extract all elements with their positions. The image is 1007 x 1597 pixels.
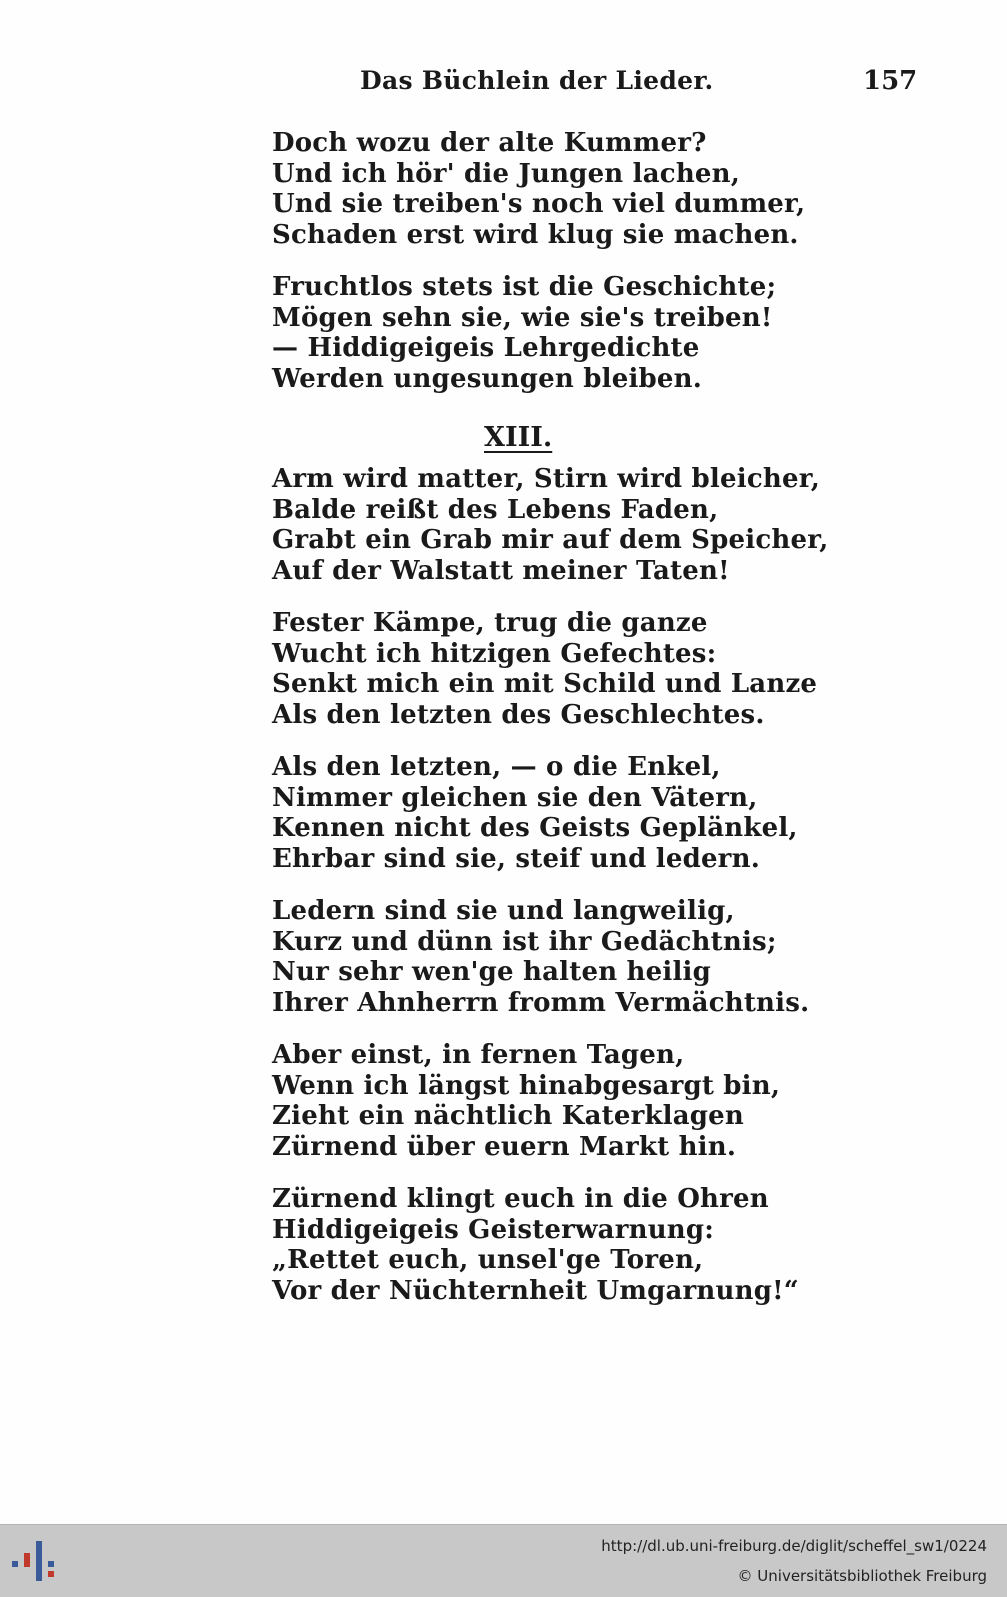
verse-line: Ehrbar sind sie, steif und ledern. bbox=[272, 843, 760, 874]
verse-line: Nimmer gleichen sie den Vätern, bbox=[272, 782, 758, 813]
verse-line: „Rettet euch, unsel'ge Toren, bbox=[272, 1245, 704, 1275]
stanza bbox=[272, 128, 832, 250]
verse-line: Zieht ein nächtlich Katerklagen bbox=[272, 1101, 745, 1131]
verse-line: Arm wird matter, Stirn wird bleicher, bbox=[272, 464, 820, 494]
verse-line: Ledern sind sie und langweilig, bbox=[272, 896, 735, 926]
verse-line: Aber einst, in fernen Tagen, bbox=[272, 1040, 685, 1070]
verse-line: Doch wozu der alte Kummer? bbox=[272, 128, 707, 158]
running-head bbox=[0, 66, 1007, 106]
ub-freiburg-logo-icon[interactable] bbox=[10, 1539, 66, 1583]
stanza bbox=[272, 752, 832, 874]
verse-line: Ihrer Ahnherrn fromm Vermächtnis. bbox=[272, 987, 810, 1018]
verse-line: Kennen nicht des Geists Geplänkel, bbox=[272, 813, 798, 843]
verse-line: Vor der Nüchternheit Umgarnung!“ bbox=[272, 1275, 799, 1306]
verse-line: Fester Kämpe, trug die ganze bbox=[272, 608, 708, 638]
verse-line: Grabt ein Grab mir auf dem Speicher, bbox=[272, 525, 829, 555]
stanza bbox=[272, 272, 832, 394]
verse-line: Zürnend über euern Markt hin. bbox=[272, 1131, 737, 1162]
verse-line: Nur sehr wen'ge halten heilig bbox=[272, 957, 712, 987]
verse-line: Wenn ich längst hinabgesargt bin, bbox=[272, 1070, 781, 1101]
stanzas-after bbox=[272, 464, 832, 1306]
footer-url-link[interactable]: http://dl.ub.uni-freiburg.de/diglit/scheffel_sw1/0224 bbox=[601, 1537, 987, 1555]
verse-line: Zürnend klingt euch in die Ohren bbox=[272, 1184, 769, 1214]
verse-line: Mögen sehn sie, wie sie's treiben! bbox=[272, 302, 773, 333]
stanza bbox=[272, 608, 832, 730]
verse-line: Schaden erst wird klug sie machen. bbox=[272, 219, 799, 250]
page-number: 157 bbox=[863, 66, 918, 96]
stanza bbox=[272, 464, 832, 586]
poem bbox=[272, 128, 832, 1328]
verse-line: Hiddigeigeis Geisterwarnung: bbox=[272, 1214, 715, 1245]
running-title: Das Büchlein der Lieder. bbox=[360, 66, 714, 95]
stanza bbox=[272, 1184, 832, 1306]
verse-line: Wucht ich hitzigen Gefechtes: bbox=[272, 638, 717, 669]
footer-bar bbox=[0, 1524, 1007, 1597]
verse-line: Als den letzten, — o die Enkel, bbox=[272, 752, 721, 782]
verse-line: Kurz und dünn ist ihr Gedächtnis; bbox=[272, 926, 777, 957]
stanza bbox=[272, 1040, 832, 1162]
stanza bbox=[272, 896, 832, 1018]
verse-line: Auf der Walstatt meiner Taten! bbox=[272, 555, 730, 586]
verse-line: Und sie treiben's noch viel dummer, bbox=[272, 189, 806, 219]
section-heading: XIII. bbox=[484, 422, 553, 453]
verse-line: Und ich hör' die Jungen lachen, bbox=[272, 158, 741, 189]
stanzas-before bbox=[272, 128, 832, 394]
verse-line: Senkt mich ein mit Schild und Lanze bbox=[272, 669, 818, 699]
verse-line: Balde reißt des Lebens Faden, bbox=[272, 494, 719, 525]
verse-line: — Hiddigeigeis Lehrgedichte bbox=[272, 333, 700, 363]
verse-line: Als den letzten des Geschlechtes. bbox=[272, 699, 765, 730]
verse-line: Werden ungesungen bleiben. bbox=[272, 363, 702, 394]
verse-line: Fruchtlos stets ist die Geschichte; bbox=[272, 272, 777, 302]
footer-copyright: © Universitätsbibliothek Freiburg bbox=[737, 1567, 987, 1585]
